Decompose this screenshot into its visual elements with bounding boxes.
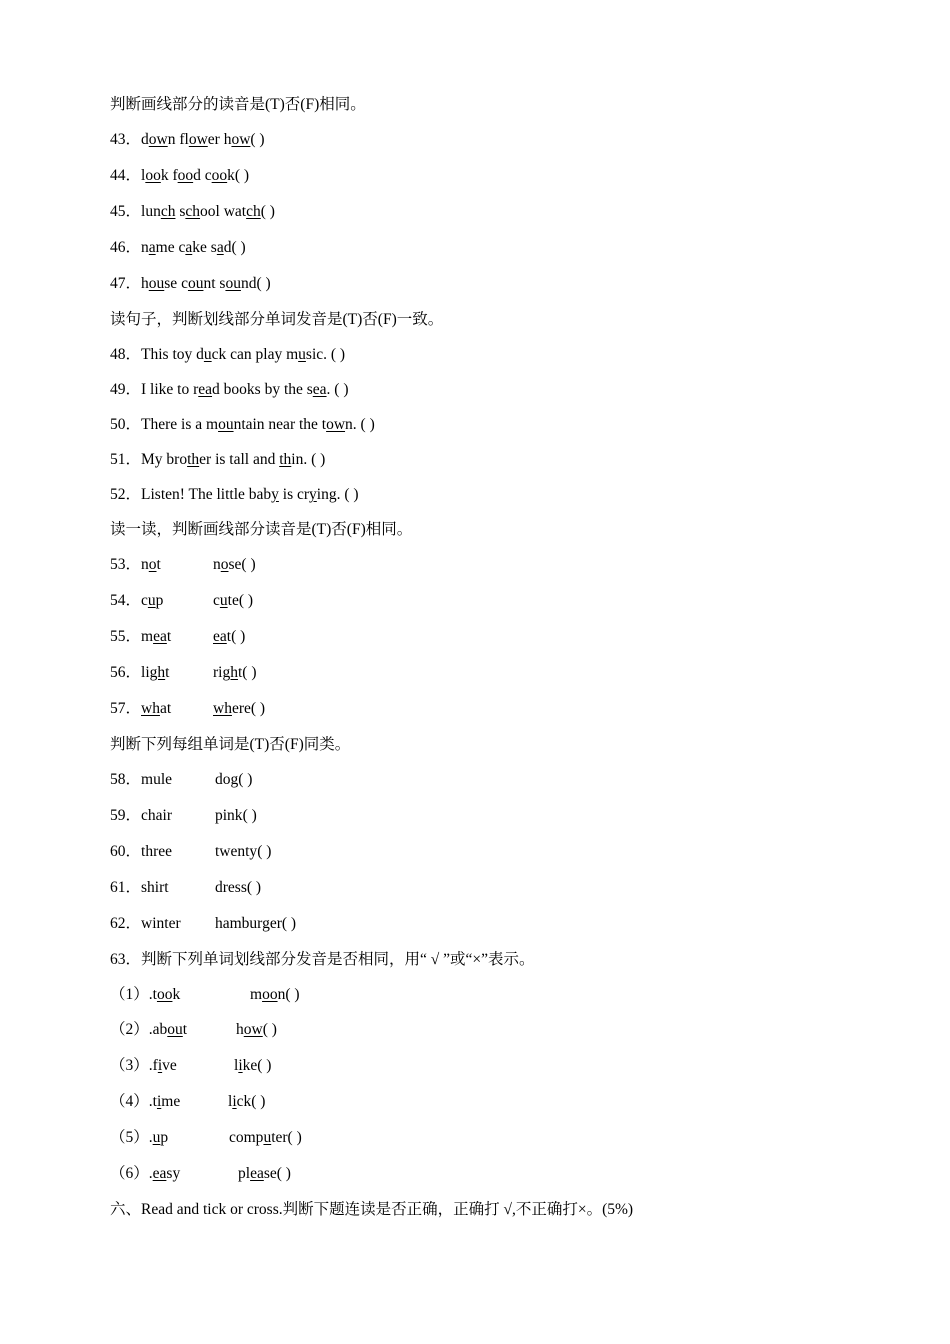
underlined-letters: o [148, 556, 157, 573]
underlined-letters: y [271, 486, 279, 503]
answer-bracket: ( ) [256, 275, 271, 292]
word-with-bracket [213, 663, 256, 683]
word [141, 591, 163, 611]
word-text: ve [162, 1057, 177, 1074]
word-text: c [178, 239, 186, 256]
word-with-bracket [238, 1164, 291, 1184]
question-number: 55． [110, 628, 142, 645]
answer-bracket: ( ) [262, 1021, 277, 1038]
section-instruction: 判断画线部分的读音是(T)否(F)相同。 [110, 96, 366, 113]
answer-bracket: ( ) [250, 700, 266, 717]
answer-bracket: ( ) [242, 807, 257, 824]
word-text: t [166, 628, 172, 645]
word-text: ke [242, 1057, 258, 1074]
sentence-text: d books by the s [212, 381, 313, 398]
word-with-bracket [215, 770, 252, 790]
underlined-letters: a [185, 239, 193, 256]
underlined-letters: i [232, 1093, 237, 1110]
underlined-letters: a [148, 239, 156, 256]
answer-bracket: ( ) [242, 664, 257, 681]
sentence-text: is cr [278, 486, 310, 503]
question-number: 59． [110, 807, 142, 824]
underlined-letters: ea [250, 1165, 264, 1182]
word [229, 1128, 288, 1148]
underlined-letters: o [220, 556, 229, 573]
word-text: m [141, 628, 154, 645]
word-with-bracket [213, 699, 265, 719]
question-item [110, 914, 297, 934]
word-with-bracket [236, 1020, 277, 1040]
question-number: 57． [110, 700, 142, 717]
word-text: s [179, 203, 186, 220]
question-item [110, 450, 325, 470]
underlined-letters: u [203, 346, 212, 363]
question-item [110, 1128, 302, 1148]
word [141, 274, 177, 294]
answer-bracket: ( ) [246, 879, 262, 896]
word [179, 130, 219, 150]
underlined-letters: ea [152, 1165, 167, 1182]
word [153, 1020, 187, 1040]
word: mule [141, 771, 173, 788]
answer-bracket: ( ) [281, 915, 297, 932]
word: winter [141, 915, 181, 932]
question-number: 44． [110, 167, 142, 184]
word: dress [215, 879, 247, 896]
word-text: se [228, 556, 242, 573]
sentence-text: . ( ) [326, 381, 349, 398]
word-with-bracket [234, 1056, 271, 1076]
sentence-text: I like to r [141, 381, 199, 398]
question-number: 58． [110, 771, 142, 788]
word-text: p [160, 1129, 169, 1146]
question-number: 50． [110, 416, 142, 433]
underlined-letters: oo [145, 167, 161, 184]
word-text: t [156, 556, 161, 573]
underlined-letters: u [263, 1129, 272, 1146]
sentence-text: n. ( ) [345, 416, 375, 433]
word-text: f [152, 1057, 158, 1074]
question-item [110, 1092, 266, 1112]
sentence-text: ntain near the t [233, 416, 327, 433]
question-number: 61． [110, 879, 142, 896]
word [213, 699, 251, 719]
word-text: l [141, 167, 146, 184]
question-item [110, 1164, 291, 1184]
word-text: d [141, 131, 149, 148]
question-item [110, 202, 275, 222]
answer-bracket: ( ) [257, 1057, 272, 1074]
question-item [110, 878, 262, 898]
underlined-letters: ou [225, 275, 241, 292]
word [153, 1128, 169, 1148]
word [141, 166, 169, 186]
underlined-letters: ea [153, 628, 167, 645]
word-text: p [155, 592, 164, 609]
answer-bracket: ( ) [287, 1129, 302, 1146]
word-text: t [152, 1093, 157, 1110]
section-instruction: 63．判断下列单词划线部分发音是否相同，用“ √ ”或“×”表示。 [110, 951, 535, 968]
sentence-text: er is tall and [199, 451, 280, 468]
word-text: s [219, 275, 226, 292]
word [141, 238, 175, 258]
word-text: t [226, 628, 232, 645]
question-number: 62． [110, 915, 142, 932]
sentence-text: ck can play m [211, 346, 299, 363]
underlined-letters: ow [243, 1021, 263, 1038]
word-with-bracket [229, 1128, 302, 1148]
word [141, 699, 171, 719]
underlined-letters: gh [149, 664, 166, 681]
word [153, 985, 181, 1005]
word-text: ab [152, 1021, 168, 1038]
question-item [110, 345, 345, 365]
word [179, 202, 220, 222]
word-text: k [227, 167, 235, 184]
word-text: n [277, 986, 286, 1003]
word-with-bracket [213, 555, 256, 575]
question-number: （6）. [110, 1165, 153, 1182]
underlined-letters: wh [141, 700, 160, 717]
word-with-bracket [215, 842, 271, 862]
word-text: wat [223, 203, 247, 220]
word-text: lun [141, 203, 161, 220]
word [172, 166, 200, 186]
word-with-bracket [215, 914, 296, 934]
word: pink [215, 807, 243, 824]
answer-bracket: ( ) [241, 556, 256, 573]
word-text: n [167, 131, 176, 148]
word-text: se [263, 1165, 277, 1182]
question-item [110, 238, 246, 258]
question-item [110, 555, 256, 575]
word-text: nd [240, 275, 257, 292]
question-item [110, 130, 265, 150]
word-text: n [141, 556, 149, 573]
answer-bracket: ( ) [234, 167, 250, 184]
underlined-letters: gh [222, 664, 238, 681]
underlined-letters: i [156, 1093, 162, 1110]
word-text: ck [236, 1093, 252, 1110]
underlined-letters: u [152, 1129, 161, 1146]
word-text: h [223, 131, 232, 148]
sentence-text: in. ( ) [291, 451, 326, 468]
word-text: te [227, 592, 239, 609]
word-text: ri [213, 664, 223, 681]
underlined-letters: ou [167, 1021, 183, 1038]
underlined-letters: ea [198, 381, 213, 398]
question-number: 56． [110, 664, 142, 681]
underlined-letters: oo [211, 167, 228, 184]
underlined-letters: oo [262, 986, 278, 1003]
underlined-letters: ou [218, 416, 234, 433]
question-number: 52． [110, 486, 142, 503]
word-text: n [141, 239, 149, 256]
word-text: ere [231, 700, 251, 717]
word [213, 591, 239, 611]
question-item [110, 415, 375, 435]
underlined-letters: th [279, 451, 292, 468]
word-text: t [152, 986, 157, 1003]
word [141, 627, 171, 647]
underlined-letters: ch [246, 203, 261, 220]
question-number: 49． [110, 381, 142, 398]
word-text: f [172, 167, 178, 184]
word [153, 1092, 181, 1112]
word [236, 1020, 263, 1040]
underlined-letters: u [298, 346, 306, 363]
answer-bracket: ( ) [250, 131, 265, 148]
word-text: h [141, 275, 149, 292]
answer-bracket: ( ) [231, 628, 246, 645]
underlined-letters: ow [326, 416, 346, 433]
question-number: 54． [110, 592, 142, 609]
answer-bracket: ( ) [276, 1165, 291, 1182]
question-item [110, 627, 246, 647]
question-item [110, 591, 254, 611]
word-text: k [172, 986, 181, 1003]
word [205, 166, 235, 186]
word-text: se [164, 275, 178, 292]
word-text: c [213, 592, 220, 609]
word-text: sy [166, 1165, 181, 1182]
word [153, 1056, 177, 1076]
word-text: nt [203, 275, 216, 292]
question-item [110, 699, 266, 719]
underlined-letters: y [309, 486, 317, 503]
underlined-letters: ch [160, 203, 176, 220]
underlined-letters: ch [185, 203, 201, 220]
question-item [110, 1056, 272, 1076]
question-item [110, 985, 300, 1005]
word-text: me [161, 1093, 181, 1110]
sentence-text: Listen! The little bab [141, 486, 272, 503]
underlined-letters: a [216, 239, 224, 256]
question-item [110, 806, 257, 826]
underlined-letters: u [219, 592, 228, 609]
answer-bracket: ( ) [257, 843, 272, 860]
answer-bracket: ( ) [251, 1093, 266, 1110]
sentence-text: My bro [141, 451, 188, 468]
question-number: 46． [110, 239, 142, 256]
word [219, 274, 256, 294]
word [141, 663, 169, 683]
section-instruction: 读一读，判断画线部分读音是(T)否(F)相同。 [110, 521, 413, 538]
word: hamburger [215, 915, 282, 932]
word-text: er [207, 131, 220, 148]
underlined-letters: i [238, 1057, 243, 1074]
word [234, 1056, 257, 1076]
answer-bracket: ( ) [285, 986, 300, 1003]
word-text: l [234, 1057, 239, 1074]
section-instruction: 判断下列每组单词是(T)否(F)同类。 [110, 736, 351, 753]
underlined-letters: ow [148, 131, 168, 148]
question-item [110, 770, 253, 790]
question-number: 53． [110, 556, 142, 573]
word-text: h [236, 1021, 244, 1038]
answer-bracket: ( ) [231, 239, 246, 256]
question-item [110, 274, 271, 294]
word-text: t [237, 664, 243, 681]
underlined-letters: i [157, 1057, 163, 1074]
word [141, 202, 175, 222]
word-with-bracket [213, 591, 253, 611]
word-text: c [141, 592, 148, 609]
word-text: comp [229, 1129, 264, 1146]
question-item [110, 1020, 277, 1040]
underlined-letters: ou [187, 275, 204, 292]
word-with-bracket [215, 878, 261, 898]
word [224, 202, 261, 222]
underlined-letters: ea [213, 628, 227, 645]
question-number: 48． [110, 346, 142, 363]
word [213, 555, 241, 575]
word-text: d [223, 239, 232, 256]
word [228, 1092, 251, 1112]
answer-bracket: ( ) [238, 592, 254, 609]
word-text: ter [271, 1129, 288, 1146]
sentence-text: There is a m [141, 416, 219, 433]
answer-bracket: ( ) [260, 203, 275, 220]
question-number: （3）. [110, 1057, 153, 1074]
word-text: l [228, 1093, 233, 1110]
word-text: pl [238, 1165, 251, 1182]
question-number: 51． [110, 451, 142, 468]
question-number: （2）. [110, 1021, 153, 1038]
word: dog [215, 771, 239, 788]
word-text: s [210, 239, 217, 256]
word [213, 663, 242, 683]
word: chair [141, 807, 172, 824]
word-text: d [193, 167, 201, 184]
question-item [110, 166, 249, 186]
sentence-text: ing. ( ) [316, 486, 359, 503]
word [224, 130, 251, 150]
underlined-letters: ow [231, 131, 251, 148]
word-with-bracket [228, 1092, 265, 1112]
word [211, 238, 232, 258]
section-six-heading: 六、Read and tick or cross.判断下题连读是否正确，正确打 √,不正确打×。(5%) [110, 1201, 634, 1218]
word [153, 1164, 181, 1184]
word: three [141, 843, 172, 860]
word-with-bracket [250, 985, 300, 1005]
question-item [110, 485, 359, 505]
underlined-letters: th [187, 451, 200, 468]
question-number: 60． [110, 843, 142, 860]
question-number: 47． [110, 275, 142, 292]
question-number: 45． [110, 203, 142, 220]
word [238, 1164, 277, 1184]
underlined-letters: oo [177, 167, 194, 184]
word [250, 985, 285, 1005]
word-text: c [181, 275, 188, 292]
question-item [110, 663, 257, 683]
word-with-bracket [215, 806, 257, 826]
underlined-letters: ow [188, 131, 208, 148]
underlined-letters: ou [148, 275, 165, 292]
word-text: n [213, 556, 221, 573]
word [178, 238, 206, 258]
question-item [110, 842, 272, 862]
word-text: m [250, 986, 263, 1003]
question-number: （5）. [110, 1129, 153, 1146]
word-text: ool [200, 203, 220, 220]
word [213, 627, 231, 647]
underlined-letters: oo [156, 986, 173, 1003]
word-text: li [141, 664, 150, 681]
word-with-bracket [213, 627, 245, 647]
answer-bracket: ( ) [238, 771, 253, 788]
word-text: at [159, 700, 172, 717]
word-text: me [155, 239, 175, 256]
word-text: fl [179, 131, 189, 148]
word [141, 555, 161, 575]
underlined-letters: u [147, 592, 156, 609]
word-text: k [160, 167, 169, 184]
section-instruction: 读句子，判断划线部分单词发音是(T)否(F)一致。 [110, 311, 444, 328]
word-text: t [165, 664, 170, 681]
sentence-text: This toy d [141, 346, 204, 363]
sentence-text: sic. ( ) [305, 346, 346, 363]
question-number: （1）. [110, 986, 153, 1003]
underlined-letters: ea [312, 381, 327, 398]
word: shirt [141, 879, 169, 896]
word-text: t [182, 1021, 188, 1038]
word: twenty [215, 843, 258, 860]
question-number: （4）. [110, 1093, 153, 1110]
word [181, 274, 215, 294]
word [141, 130, 175, 150]
question-number: 43． [110, 131, 142, 148]
question-item [110, 380, 349, 400]
word-text: ke [192, 239, 207, 256]
word-text: c [204, 167, 212, 184]
underlined-letters: wh [213, 700, 232, 717]
